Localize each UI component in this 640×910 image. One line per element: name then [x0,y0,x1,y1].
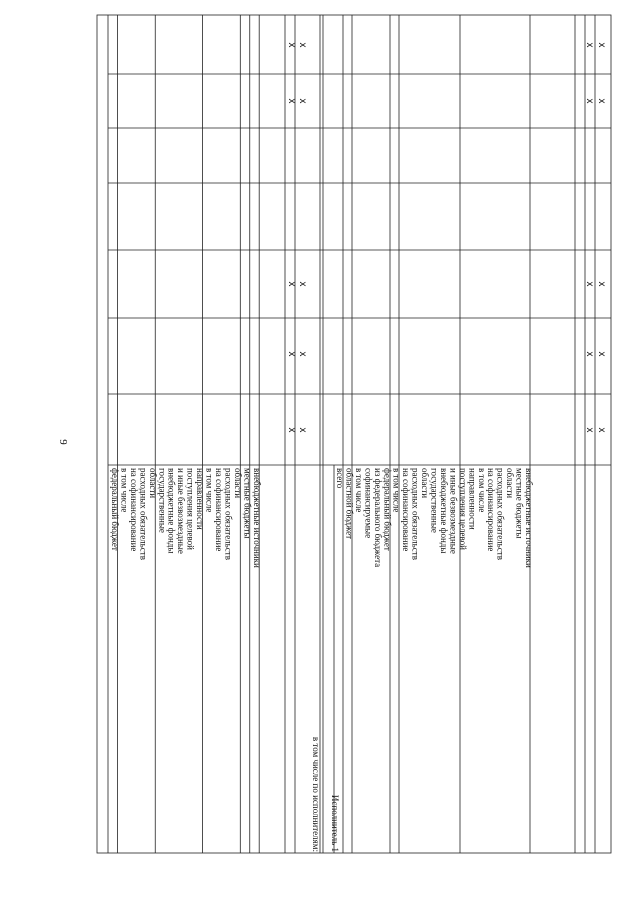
cross-mark: х [297,42,308,48]
cross-mark: х [584,42,595,48]
cross-mark: х [584,281,595,287]
row-label: областной бюджет [344,468,355,540]
cross-mark: х [584,351,595,357]
row-label: государственные [157,468,168,533]
row-label: федеральный бюджет [382,468,393,551]
cross-mark: х [286,427,297,433]
executors-heading: в том числе по исполнителям: [311,736,321,852]
row-label: и иные безвозмездные [448,468,459,554]
row-label: местные бюджеты [242,468,253,539]
row-label: на софинансирование [213,468,224,552]
row-label: на софинансирование [128,468,139,552]
row-label: расходных обязательств [223,468,234,560]
row-label: в том числе [204,468,215,513]
row-label: внебюджетные источники [524,468,534,568]
row-label: области [147,468,158,499]
row-label: всего [335,468,345,489]
table-grid [97,15,611,853]
row-label: на софинансирование [486,468,497,552]
cross-mark: х [584,427,595,433]
cross-mark: х [297,281,308,287]
row-label: расходных обязательств [138,468,149,560]
cross-mark: х [286,351,297,357]
row-label: государственные [429,468,440,533]
row-label: в том числе [476,468,487,513]
executor-1-label: Исполнитель 1 [330,794,340,852]
cross-mark: х [596,427,607,433]
row-label: поступления целевой [185,468,196,550]
cross-mark: х [286,281,297,287]
row-label: области [232,468,243,499]
row-label: в том числе [119,468,130,513]
row-label: из федерального бюджета [372,468,383,568]
row-label: на софинансирование [401,468,412,552]
cross-mark: х [297,427,308,433]
row-label: в том числе [353,468,364,513]
cross-mark: х [286,42,297,48]
row-label: поступления целевой [457,468,468,550]
cross-mark: х [286,98,297,104]
cross-mark: х [297,351,308,357]
row-label: в том числе [391,468,402,513]
table-border [97,15,611,853]
row-label: внебюджетные источники [251,468,262,568]
page-number: 9 [56,439,69,445]
row-label: расходных обязательств [410,468,421,560]
row-label: и иные безвозмездные [176,468,187,554]
cross-mark: х [584,98,595,104]
row-label: софинансируемые [363,468,374,539]
row-label: области [505,468,516,499]
cross-mark: х [596,42,607,48]
cross-marks [286,43,607,433]
row-label: федеральный бюджет [110,468,120,551]
cross-mark: х [596,351,607,357]
row-label: местные бюджеты [514,468,525,539]
row-label: внебюджетные фонды [166,468,177,554]
cross-mark: х [297,98,308,104]
row-label: области [420,468,431,499]
row-label: внебюджетные фонды [438,468,449,554]
cross-mark: х [596,98,607,104]
row-label: направленности [467,468,478,530]
row-label: направленности [195,468,206,530]
row-label: расходных обязательств [495,468,506,560]
row-labels [110,468,534,852]
cross-mark: х [596,281,607,287]
